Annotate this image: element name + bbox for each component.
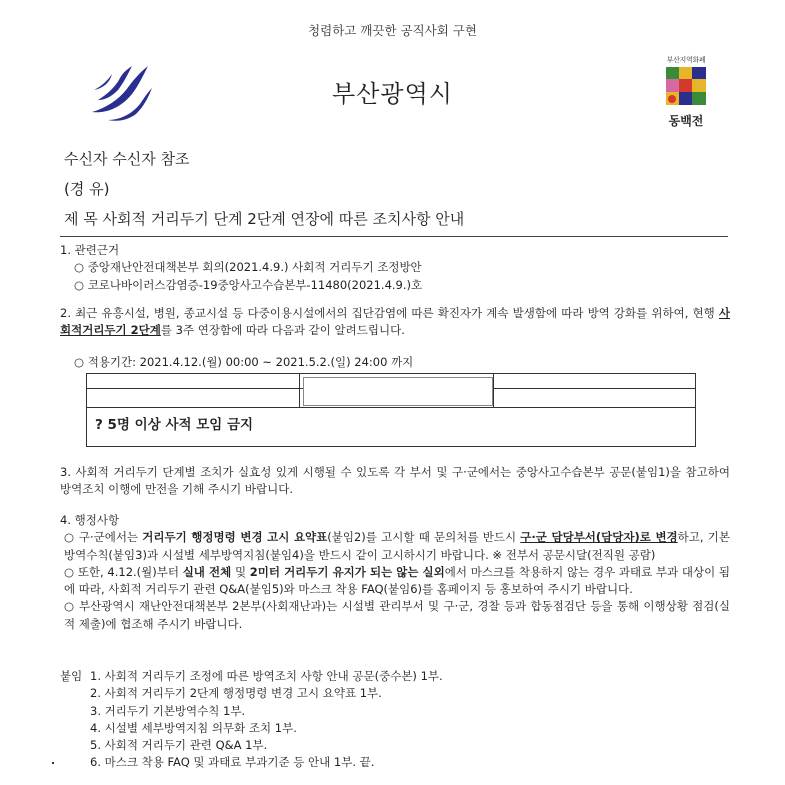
section-1-item: ○ 코로나바이러스감염증-19중앙사고수습본부-11480(2021.4.9.)호 [74, 277, 423, 292]
dongbaekjeon-logo [662, 55, 710, 131]
section-4 [60, 512, 730, 633]
section-3: 3. 사회적 거리두기 단계별 조치가 실효성 있게 시행될 수 있도록 각 부서 및 구·군에서는 중앙사고수습본부 공문(붙임1)을 참고하여 방역조치 이행에 만전을 기해 주시기 바랍니다. [60, 465, 730, 497]
attachments [60, 668, 443, 772]
gathering-ban-message: ? 5명 이상 사적 모임 금지 [95, 417, 254, 433]
section-4-paragraph-2 [60, 564, 730, 599]
table-col-line [493, 374, 494, 407]
section-4-title: 4. 행정사항 [60, 513, 120, 527]
attachment-item: 4. 시설별 세부방역지침 의무화 조치 1부. [90, 720, 297, 735]
table-center-cell [303, 377, 493, 406]
section-2 [60, 305, 730, 340]
attachment-item: 3. 거리두기 기본방역수칙 1부. [90, 703, 246, 718]
section-1-title: 1. 관련근거 [60, 243, 120, 257]
table-row-line [87, 407, 695, 408]
bold-underline-text: 구·군 담당부서(담당자)로 변경 [520, 530, 678, 545]
section-1 [60, 242, 730, 294]
section-4-paragraph-1 [60, 529, 730, 564]
period-table [86, 373, 696, 447]
dongbaekjeon-logo-name: 동백전 [668, 113, 704, 128]
attachment-item: 5. 사회적 거리두기 관련 Q&A 1부. [90, 738, 268, 752]
text: 하고, 기본방역수칙(붙임3)과 시설별 세부방역지침(붙임4)을 반드시 같이 고시하시기 바랍니다. ※ 전부서 공문시달(전직원 공람) [64, 530, 731, 562]
attachments-label: 붙임 [60, 669, 83, 683]
dongbaekjeon-mosaic-icon [662, 66, 710, 106]
bold-text: 실내 전체 [182, 564, 232, 579]
via-line: (경 유) [64, 180, 110, 198]
section-2-highlight: 사회적거리두기 2단계 [60, 306, 730, 338]
recipient-line: 수신자 수신자 참조 [64, 150, 190, 168]
page-dot [52, 762, 54, 764]
bold-text: 거리두기 행정명령 변경 고시 요약표 [142, 530, 328, 545]
bold-text: 2미터 거리두기 유지가 되는 않는 실외 [249, 564, 445, 579]
table-col-line [299, 374, 300, 407]
text: (붙임2)를 고시할 때 문의처를 반드시 [327, 530, 521, 545]
slogan: 청렴하고 깨끗한 공직사회 구현 [308, 23, 477, 38]
attachment-item: 6. 마스크 착용 FAQ 및 과태료 부과기준 등 안내 1부. 끝. [90, 755, 375, 770]
section-2-text-end: 를 3주 연장함에 따라 다음과 같이 알려드립니다. [160, 323, 405, 338]
text: 및 [231, 564, 250, 579]
subject-divider [60, 236, 728, 237]
section-4-paragraph-3: ○ 부산광역시 재난안전대책본부 2본부(사회재난과)는 시설별 관리부서 및 구·군, 경찰 등과 합동점검단 등을 통해 이행상황 점검(실적 제출)에 협조해 주시기 바랍니다. [64, 599, 730, 631]
text: ○ 또한, 4.12.(월)부터 [64, 564, 183, 579]
application-period: ○ 적용기간: 2021.4.12.(월) 00:00 ~ 2021.5.2.(일) 24:00 까지 [74, 355, 414, 369]
subject-line: 제 목 사회적 거리두기 단계 2단계 연장에 따른 조치사항 안내 [64, 210, 465, 228]
dongbaekjeon-logo-tag: 부산지역화폐 [666, 56, 706, 64]
section-2-text: 2. 최근 유흥시설, 병원, 종교시설 등 다중이용시설에서의 집단감염에 따른 확진자가 계속 발생함에 따라 방역 강화를 위하여, 현행 [60, 306, 719, 320]
text: ○ 구·군에서는 [64, 530, 143, 545]
attachment-item: 2. 사회적 거리두기 2단계 행정명령 변경 고시 요약표 1부. [90, 686, 382, 701]
attachment-item: 1. 사회적 거리두기 조정에 따른 방역조치 사항 안내 공문(중수본) 1부. [90, 669, 443, 683]
organization-name: 부산광역시 [332, 80, 453, 108]
section-1-item: ○ 중앙재난안전대책본부 회의(2021.4.9.) 사회적 거리두기 조정방안 [74, 260, 422, 275]
text: 에서 마스크를 착용하지 않는 경우 과태료 부과 대상이 됨에 따라, 사회적 거리두기 관련 Q&A(붙임5)와 마스크 착용 FAQ(붙임6)를 홈페이지 등 홍보하여 주시기 바랍니다. [64, 564, 731, 596]
